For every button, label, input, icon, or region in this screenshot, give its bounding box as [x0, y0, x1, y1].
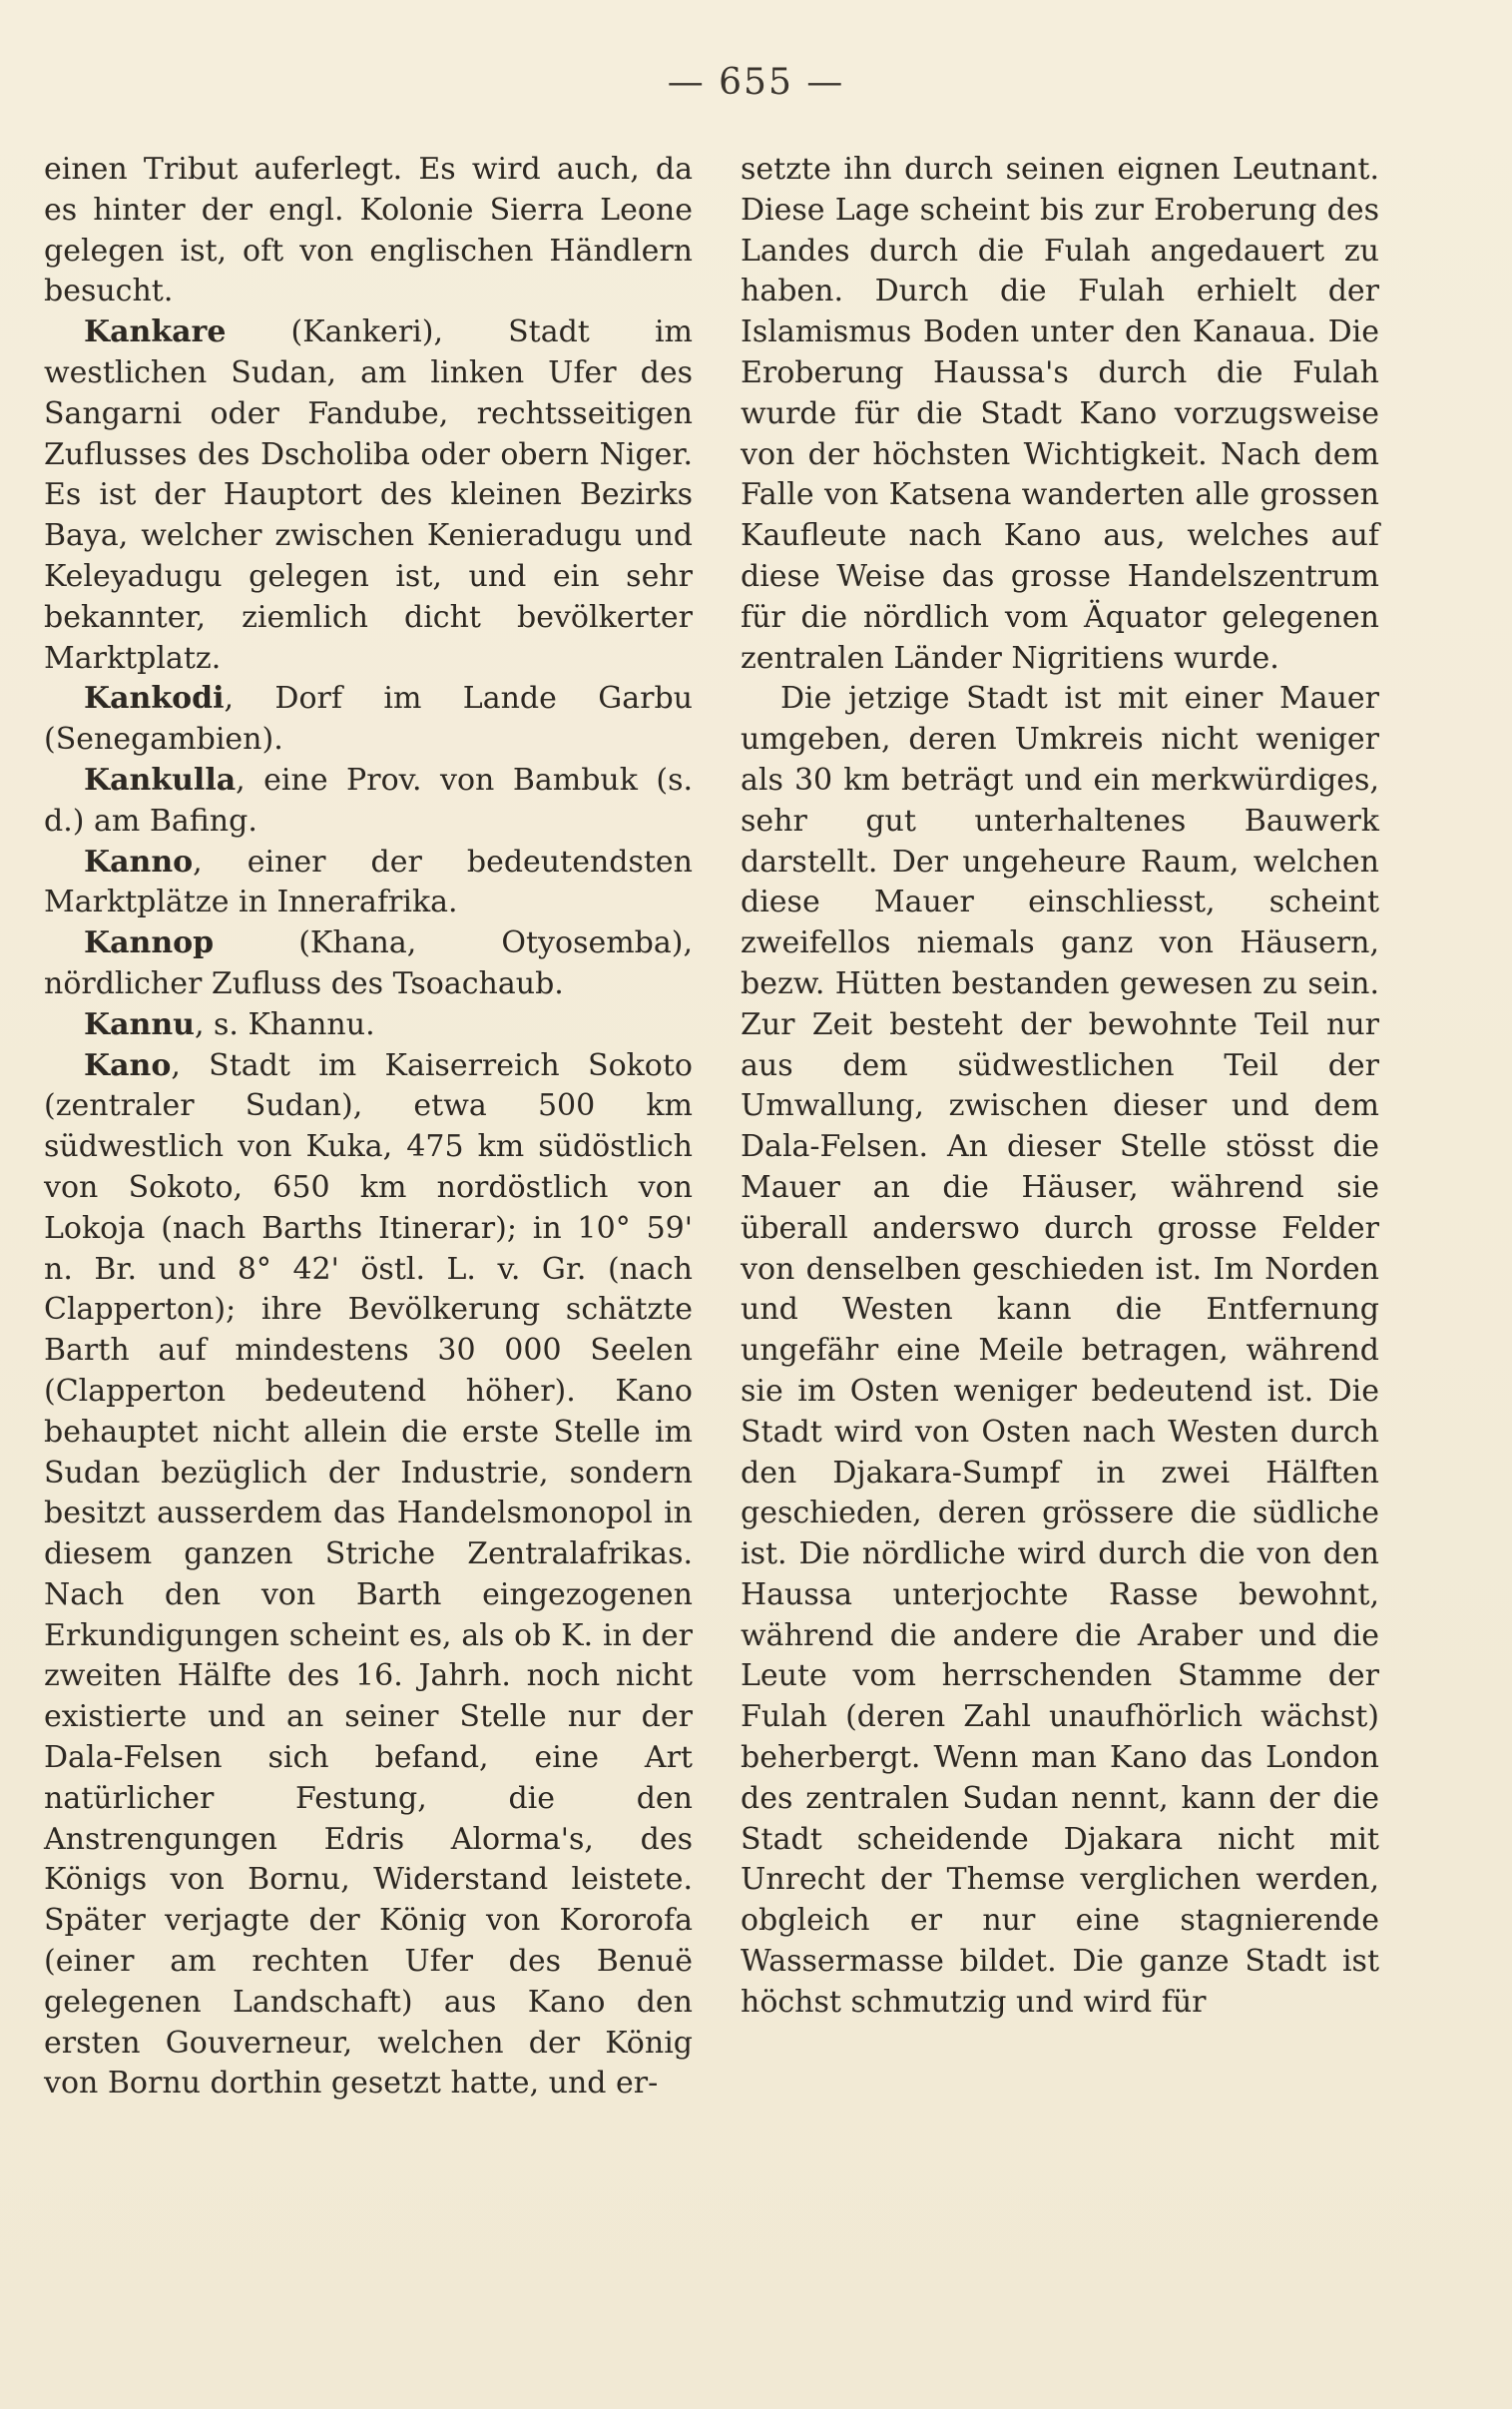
entry-text: , Dorf im Lande Garbu (Senegambien). — [44, 681, 693, 758]
entry-text: (Kankeri), Stadt im westlichen Sudan, am linken Ufer des Sangarni oder Fandube, rechtsseitigen Zuflusses des Dscholiba oder obern Niger. Es ist der Hauptort des kleinen Bezirks Baya, welcher zwischen Kenieradugu und Keleyadugu gelegen ist, und ein sehr bekannter, ziemlich dicht bevölkerter Marktplatz. — [44, 314, 693, 676]
paragraph — [741, 150, 1379, 679]
entry-headword: Kankare — [84, 314, 227, 350]
entry-headword: Kanno — [84, 844, 194, 880]
entry-kannu — [44, 1005, 693, 1046]
entry-text: , eine Prov. von Bambuk (s. d.) am Bafing. — [44, 762, 693, 839]
entry-kankulla — [44, 761, 693, 843]
left-column — [44, 150, 693, 2105]
paragraph-text: setzte ihn durch seinen eignen Leutnant. Diese Lage scheint bis zur Eroberung des Landes durch die Fulah angedauert zu haben. Durch die Fulah erhielt der Islamismus Boden unter den Kanaua. Die Eroberung Haussa's durch die Fulah wurde für die Stadt Kano vorzugsweise von der höchsten Wichtigkeit. Nach dem Falle von Katsena wanderten alle grossen Kaufleute nach Kano aus, welches auf diese Weise das grosse Handelszentrum für die nördlich vom Äquator gelegenen zentralen Länder Nigritiens wurde. — [741, 152, 1379, 676]
entry-headword: Kankulla — [84, 762, 237, 798]
entry-headword: Kannu — [84, 1006, 195, 1042]
right-column — [741, 150, 1379, 2024]
entry-kanno — [44, 843, 693, 924]
page-number: — 655 — — [667, 62, 845, 103]
entry-headword: Kano — [84, 1047, 172, 1083]
entry-text: (Khana, Otyosemba), nördlicher Zufluss des Tsoachaub. — [44, 925, 693, 1001]
paragraph-text: Die jetzige Stadt ist mit einer Mauer umgeben, deren Umkreis nicht weniger als 30 km beträgt und ein merkwürdiges, sehr gut unterhaltenes Bauwerk darstellt. Der ungeheure Raum, welchen diese Mauer einschliesst, scheint zweifellos niemals ganz von Häusern, bezw. Hütten bestanden gewesen zu sein. Zur Zeit besteht der bewohnte Teil nur aus dem südwestlichen Teil der Umwallung, zwischen dieser und dem Dala-Felsen. An dieser Stelle stösst die Mauer an die Häuser, während sie überall anderswo durch grosse Felder von denselben geschieden ist. Im Norden und Westen kann die Entfernung ungefähr eine Meile betragen, während sie im Osten weniger bedeutend ist. Die Stadt wird von Osten nach Westen durch den Djakara-Sumpf in zwei Hälften geschieden, deren grössere die südliche ist. Die nördliche wird durch die von den Haussa unterjochte Rasse bewohnt, während die andere die Araber und die Leute vom herrschenden Stamme der Fulah (deren Zahl unaufhörlich wächst) beherbergt. Wenn man Kano das London des zentralen Sudan nennt, kann der die Stadt scheidende Djakara nicht mit Unrecht der Themse verglichen werden, obgleich er nur eine stagnierende Wassermasse bildet. Die ganze Stadt ist höchst schmutzig und wird für — [741, 681, 1379, 2020]
paragraph-text: einen Tribut auferlegt. Es wird auch, da es hinter der engl. Kolonie Sierra Leone gelegen ist, oft von englischen Händlern besucht. — [44, 152, 693, 309]
entry-kano — [44, 1046, 693, 2106]
paragraph — [44, 150, 693, 312]
entry-headword: Kannop — [84, 925, 215, 961]
entry-kankodi — [44, 679, 693, 761]
entry-text: , Stadt im Kaiserreich Sokoto (zentraler Sudan), etwa 500 km südwestlich von Kuka, 475 km südöstlich von Sokoto, 650 km nordöstlich von Lokoja (nach Barths Itinerar); in 10° 59' n. Br. und 8° 42' östl. L. v. Gr. (nach Clapperton); ihre Bevölkerung schätzte Barth auf mindestens 30 000 Seelen (Clapperton bedeutend höher). Kano behauptet nicht allein die erste Stelle im Sudan bezüglich der Industrie, sondern besitzt ausserdem das Handelsmonopol in diesem ganzen Striche Zentralafrikas. Nach den von Barth eingezogenen Erkundigungen scheint es, als ob K. in der zweiten Hälfte des 16. Jahrh. noch nicht existierte und an seiner Stelle nur der Dala-Felsen sich befand, eine Art natürlicher Festung, die den Anstrengungen Edris Alorma's, des Königs von Bornu, Widerstand leistete. Später verjagte der König von Kororofa (einer am rechten Ufer des Benuë gelegenen Landschaft) aus Kano den ersten Gouverneur, welchen der König von Bornu dorthin gesetzt hatte, und er- — [44, 1047, 693, 2102]
entry-text: , s. Khannu. — [194, 1006, 375, 1042]
entry-text: , einer der bedeutendsten Marktplätze in Innerafrika. — [44, 844, 693, 920]
entry-kankare — [44, 312, 693, 679]
paragraph — [741, 679, 1379, 2023]
entry-kannop — [44, 923, 693, 1005]
entry-headword: Kankodi — [84, 681, 225, 717]
